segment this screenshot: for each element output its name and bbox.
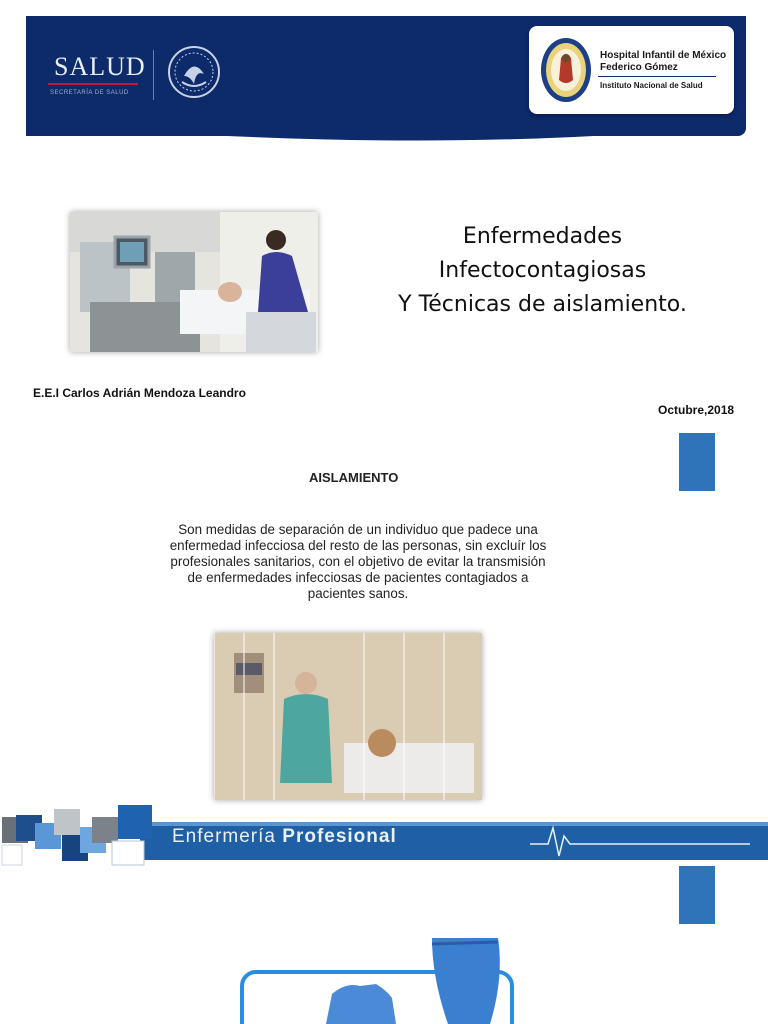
hospital-name: Hospital Infantil de México Federico Gómez (600, 50, 727, 73)
section-heading: AISLAMIENTO (309, 470, 399, 485)
icu-nurse-photo (70, 212, 318, 352)
enfermeria-banner-text (172, 826, 397, 848)
banner-word-2: Profesional (282, 826, 397, 847)
decorative-squares (0, 805, 160, 867)
title-line-2: Infectocontagiosas (438, 258, 647, 283)
blue-side-marker (679, 866, 715, 924)
title-line-1: Enfermedades (462, 224, 623, 249)
header-curve (26, 118, 746, 158)
header-divider (153, 50, 154, 100)
hospital-emblem-icon (539, 36, 593, 104)
hospital-divider (598, 76, 716, 77)
document-date: Octubre,2018 (658, 403, 735, 417)
banner-word-1: Enfermería (172, 826, 276, 847)
title-line-3: Y Técnicas de aislamiento. (398, 292, 687, 317)
mexico-seal-icon (166, 40, 222, 104)
author-name: E.E.I Carlos Adrián Mendoza Leandro (33, 386, 246, 400)
hospital-institute: Instituto Nacional de Salud (600, 81, 703, 90)
salud-logo-subtitle: SECRETARÍA DE SALUD (50, 90, 129, 96)
salud-logo-underline (48, 83, 138, 85)
page-title (370, 220, 715, 322)
isolation-gown-illustration (236, 938, 516, 1024)
section-body: Son medidas de separación de un individuo que padece una enfermedad infecciosa del resto de las personas, sin excluír los profesionales sanitarios, con el objetivo de evitar la transmisión de enfermedades infecciosas de pacientes contagiados a pacientes sanos. (169, 522, 547, 601)
salud-logo-text: SALUD (54, 52, 146, 81)
blue-side-marker (679, 433, 715, 491)
isolation-room-photo (214, 633, 482, 800)
